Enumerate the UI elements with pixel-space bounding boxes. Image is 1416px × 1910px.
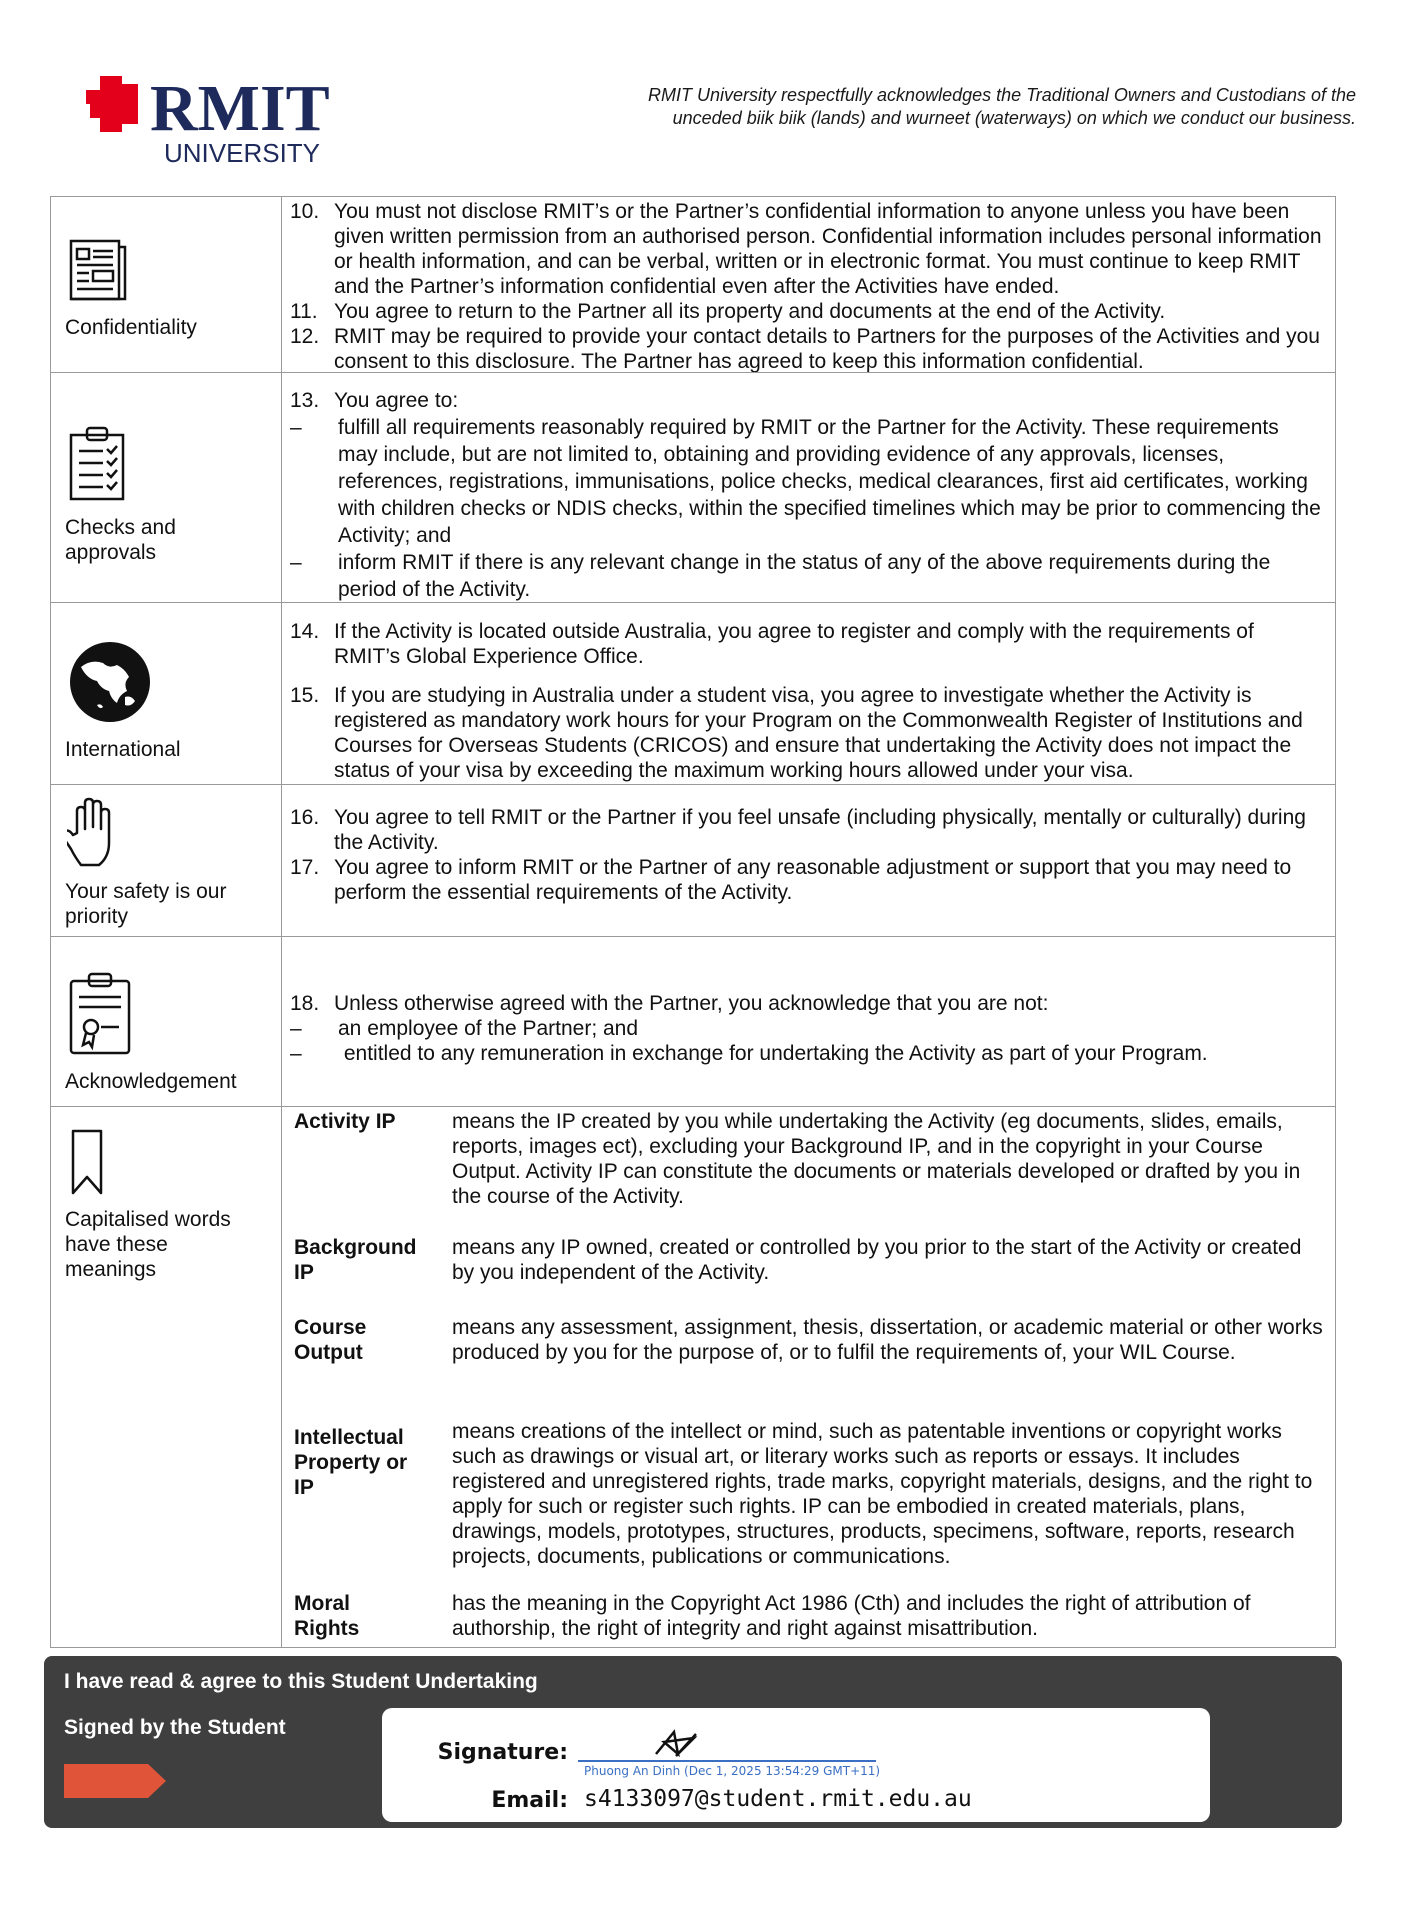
acknowledgement-of-country xyxy=(456,84,1356,130)
arrow-icon xyxy=(64,1764,166,1798)
clause-15: 15. If you are studying in Australia under a student visa, you agree to investigate whether the Activity is registered as mandatory work hours for your Program on the Commonwealth Register of Institutions and Courses for Overseas Students (CRICOS) and ensure that undertaking the Activity does not impact the status of your visa by exceeding the maximum working hours allowed under your visa. xyxy=(290,684,1303,782)
label-line: meanings xyxy=(65,1258,157,1281)
clause-18: 18. Unless otherwise agreed with the Partner, you acknowledge that you are not: xyxy=(290,992,1049,1015)
certificate-clipboard-icon xyxy=(67,971,133,1062)
clause-16: 16. You agree to tell RMIT or the Partner if you feel unsafe (including physically, mentally or culturally) during the Activity. xyxy=(290,806,1306,854)
email-value: s4133097@student.rmit.edu.au xyxy=(584,1786,972,1812)
label-line: have these xyxy=(65,1233,168,1256)
definition-background-ip: Background IP means any IP owned, created or controlled by you prior to the start of the Activity or created by you independent of the Activity. xyxy=(294,1236,1302,1284)
label-line: Your safety is our xyxy=(65,880,227,903)
rmit-logo xyxy=(86,76,356,174)
ack-line-2: unceded biik biik (lands) and wurneet (waterways) on which we conduct our business. xyxy=(672,108,1356,128)
clause-11: 11. You agree to return to the Partner all its property and documents at the end of the Activity. xyxy=(290,300,1166,323)
clause-17: 17. You agree to inform RMIT or the Partner of any reasonable adjustment or support that you may need to perform the essential requirements of the Activity. xyxy=(290,856,1292,904)
row-checks-approvals xyxy=(50,372,1336,602)
clause-10: 10. You must not disclose RMIT’s or the Partner’s confidential information to anyone unless you have been given written permission from an authorised person. Confidential information includes personal information or health information, and can be verbal, written or in electronic format. You must continue to keep RMIT and the Partner’s information confidential even after the Activities have ended. xyxy=(290,200,1322,298)
section-label xyxy=(65,515,176,565)
definition-course-output: Course Output means any assessment, assignment, thesis, dissertation, or academic material or other works produced by you for the purpose of, or to fulfil the requirements of, your WIL Course. xyxy=(294,1316,1323,1364)
row-safety xyxy=(50,784,1336,936)
logo-subtitle: UNIVERSITY xyxy=(164,138,321,168)
label-line: priority xyxy=(65,905,129,928)
section-label xyxy=(65,879,226,929)
undertaking-table xyxy=(50,196,1336,1648)
label-line: Capitalised words xyxy=(65,1208,231,1231)
clause-12: 12. RMIT may be required to provide your contact details to Partners for the purposes of the Activities and you consent to this disclosure. The Partner has agreed to keep this information confidential. xyxy=(290,325,1320,373)
logo-title: RMIT xyxy=(150,76,330,145)
document-icon xyxy=(67,237,131,308)
signature-stamp: Phuong An Dinh (Dec 1, 2025 13:54:29 GMT+11) xyxy=(584,1764,881,1778)
signature-box xyxy=(382,1708,1210,1822)
section-label xyxy=(65,1207,231,1282)
signature-scribble xyxy=(652,1724,708,1760)
agree-statement: I have read & agree to this Student Undertaking xyxy=(64,1670,538,1693)
row-confidentiality xyxy=(50,196,1336,372)
clause-14: 14. If the Activity is located outside Australia, you agree to register and comply with the requirements of RMIT’s Global Experience Office. xyxy=(290,620,1254,668)
signature-label: Signature: xyxy=(437,1740,568,1765)
dash-item: – inform RMIT if there is any relevant change in the status of any of the above requirements during the period of the Activity. xyxy=(290,551,1271,601)
row-acknowledgement xyxy=(50,936,1336,1106)
dash-item: – fulfill all requirements reasonably required by RMIT or the Partner for the Activity. These requirements may include, but are not limited to, obtaining and providing evidence of any approvals, licenses, references, registrations, immunisations, police checks, medical clearances, first aid certificates, working with children checks or NDIS checks, within the specified timelines which may be prior to commencing the Activity; and xyxy=(290,416,1321,547)
clipboard-checklist-icon xyxy=(67,425,127,508)
dash-item: – an employee of the Partner; and xyxy=(290,1017,639,1040)
email-label: Email: xyxy=(491,1788,568,1813)
dash-item: – entitled to any remuneration in exchange for undertaking the Activity as part of your Program. xyxy=(290,1042,1208,1065)
ack-line-1: RMIT University respectfully acknowledges the Traditional Owners and Custodians of the xyxy=(648,85,1356,105)
signature-line xyxy=(578,1760,876,1762)
definition-activity-ip: Activity IP means the IP created by you while undertaking the Activity (eg documents, slides, emails, reports, images ect), excluding your Background IP, and in the copyright in your Course Output. Activity IP can constitute the documents or materials developed or drafted by you in the course of the Activity. xyxy=(294,1110,1301,1208)
clause-13: 13. You agree to: xyxy=(290,389,459,412)
hand-icon xyxy=(67,797,123,874)
section-label: Acknowledgement xyxy=(65,1070,237,1093)
definition-moral-rights: Moral Rights has the meaning in the Copyright Act 1986 (Cth) and includes the right of attribution of authorship, the right of integrity and right against misattribution. xyxy=(294,1592,1251,1640)
definition-intellectual-property: Intellectual Property or IP means creations of the intellect or mind, such as patentable inventions or copyright works such as drawings or visual art, or literary works such as reports or essays. It includes registered and unregistered rights, trade marks, copyright materials, designs, and the right to apply for such or register such rights. IP can be embodied in created materials, plans, drawings, models, prototypes, structures, products, specimens, software, reports, research projects, documents, publications or communications. xyxy=(294,1420,1313,1568)
label-line: approvals xyxy=(65,541,157,564)
row-definitions xyxy=(50,1106,1336,1648)
row-international xyxy=(50,602,1336,784)
signature-panel xyxy=(44,1656,1342,1828)
label-line: Checks and xyxy=(65,516,176,539)
section-label: International xyxy=(65,738,181,761)
section-label: Confidentiality xyxy=(65,316,197,339)
bookmark-icon xyxy=(67,1127,107,1202)
globe-icon xyxy=(67,639,153,730)
signed-by-label: Signed by the Student xyxy=(64,1716,286,1739)
rmit-pixel-mark xyxy=(86,76,138,132)
